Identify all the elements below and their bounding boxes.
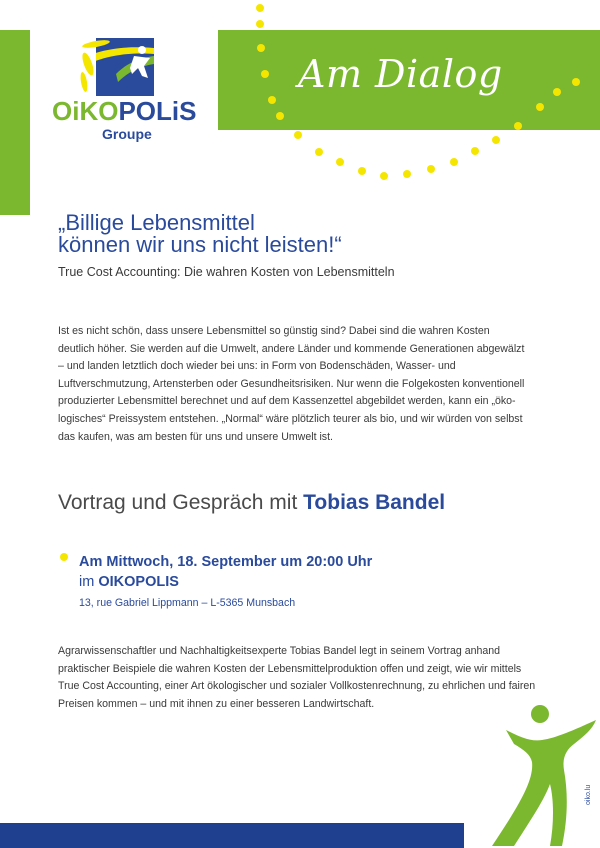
headline-subtitle: True Cost Accounting: Die wahren Kosten von Lebensmitteln <box>58 265 395 279</box>
description-paragraph: Agrarwissenschaftler und Nachhaltigkeitsexperte Tobias Bandel legt in seinem Vortrag anhand praktischer Beispiele die wahren Kosten der Lebensmittelproduktion offen und zeigt, wie wir mittels True Cost Accounting, einer Art ökologischer und sozialer Vollkostenrechnung, zu ehrlichen und fairen Preisen kommen – und mit ihnen zu einer besseren Landwirtschaft. <box>58 645 536 710</box>
website-label[interactable]: oiko.lu <box>585 784 592 805</box>
event-venue <box>79 574 179 590</box>
bullet-dot-icon <box>60 553 68 561</box>
headline <box>58 212 578 256</box>
intro-paragraph: Ist es nicht schön, dass unsere Lebensmittel so günstig sind? Dabei sind die wahren Kosten deutlich höher. Sie werden auf die Umwelt, andere Länder und kommende Generationen abgewälzt – und landen letztlich doch wieder bei uns: in Form von Bodenschäden, Wasser- und Luftverschmutzung, Artensterben oder Gesundheitsrisiken. Nur wenn die Folgekosten konventionell produzierter Lebensmittel berechnet und auf dem Kassenzettel abgebildet werden, kann ein „öko-logisches“ Preissystem entstehen. „Normal“ wäre plötzlich teurer als bio, und wir würden von selbst das kaufen, was am besten für uns und unsere Umwelt ist. <box>58 325 525 443</box>
left-accent-bar <box>0 30 30 215</box>
footer-bar <box>0 823 464 848</box>
venue-name: OIKOPOLIS <box>98 574 179 590</box>
logo-wordmark <box>52 98 196 124</box>
logo-word-green: OiKO <box>52 96 119 126</box>
banner-title: Am Dialog <box>298 52 503 96</box>
event-heading <box>58 491 445 515</box>
event-date: Am Mittwoch, 18. September um 20:00 Uhr <box>79 554 373 570</box>
logo-subtitle: Groupe <box>102 126 152 142</box>
venue-prefix: im <box>79 574 95 590</box>
speaker-name: Tobias Bandel <box>303 491 446 514</box>
headline-line-2: können wir uns nicht leisten!“ <box>58 232 342 257</box>
event-address: 13, rue Gabriel Lippmann – L-5365 Munsbach <box>79 597 296 609</box>
logo-word-blue: POLiS <box>118 96 197 126</box>
wheat-icon <box>76 34 122 96</box>
jumping-figure-icon <box>470 700 600 848</box>
headline-line-1: „Billige Lebensmittel <box>58 210 255 235</box>
event-heading-prefix: Vortrag und Gespräch mit <box>58 491 298 514</box>
